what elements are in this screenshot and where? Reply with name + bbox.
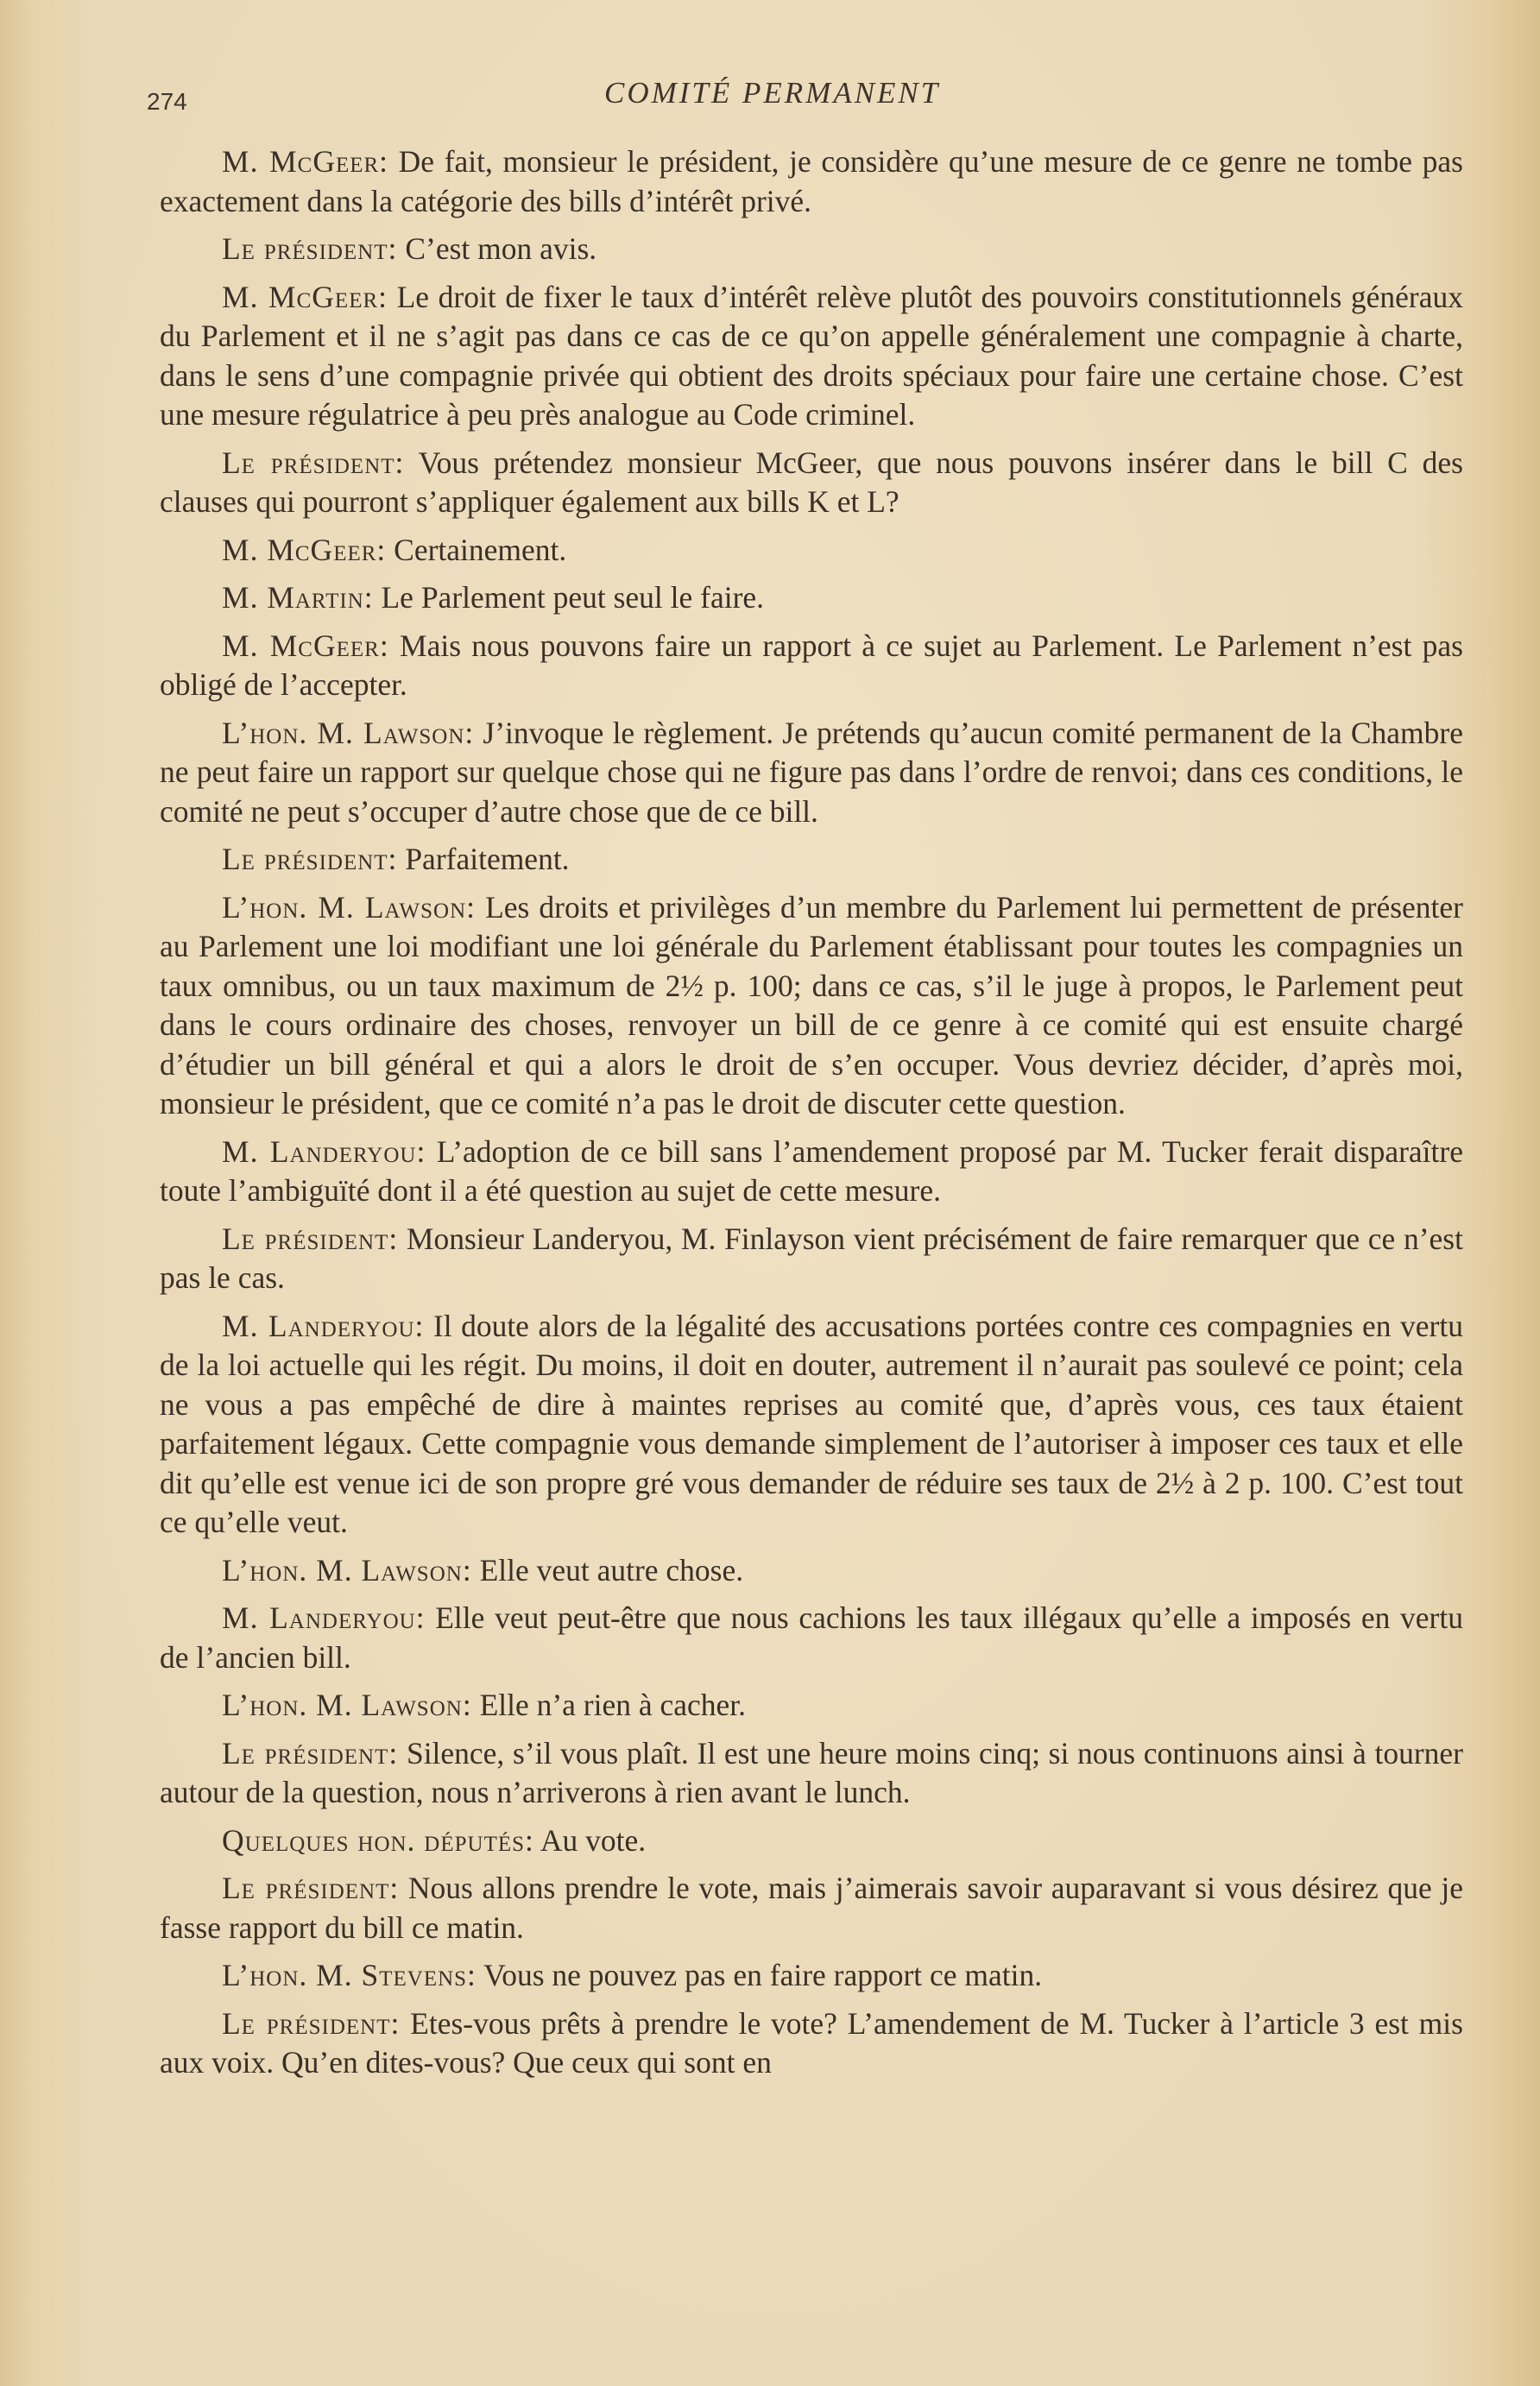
paragraph [160, 840, 1463, 880]
speech-text: Le droit de fixer le taux d’intérêt relève plutôt des pouvoirs constitutionnels généraux du Parlement et il ne s’agit pas dans ce cas de ce qu’on appelle généralement une compagnie à charte, dans le sens d’une compagnie privée qui obtient des droits spéciaux pour faire une certaine chose. C’est une mesure régulatrice à peu près analogue au Code criminel. [160, 279, 1463, 432]
paragraph [160, 1220, 1463, 1298]
speaker-name: M. McGeer: [222, 628, 389, 663]
paragraph [160, 627, 1463, 705]
speech-text: De fait, monsieur le président, je considère qu’une mesure de ce genre ne tombe pas exactement dans la catégorie des bills d’intérêt privé. [160, 144, 1463, 218]
speech-text: Au vote. [533, 1822, 647, 1858]
paragraph [160, 1599, 1463, 1677]
speaker-name: M. Landeryou: [222, 1133, 426, 1169]
paragraph [160, 2004, 1463, 2083]
paragraph [160, 888, 1463, 1124]
speech-text: L’adoption de ce bill sans l’amendement proposé par M. Tucker ferait disparaître toute l’ambiguïté dont il a été question au sujet de cette mesure. [160, 1133, 1463, 1208]
speaker-name: M. Landeryou: [222, 1600, 426, 1635]
speech-text: Parfaitement. [397, 842, 570, 876]
speaker-name: M. Landeryou: [222, 1308, 425, 1343]
paragraph [160, 444, 1463, 522]
speaker-name: L’hon. M. Lawson: [222, 715, 475, 750]
speaker-name: L’hon. M. Lawson: [222, 1688, 472, 1722]
page-number: 274 [147, 88, 187, 115]
speech-text: Les droits et privilèges d’un membre du Parlement lui permettent de présenter au Parlement une loi modifiant une loi générale du Parlement établissant pour toutes les compagnies un taux omnibus, ou un taux maximum de 2½ p. 100; dans ce cas, s’il le juge à propos, le Parlement peut dans le cours ordinaire des choses, renvoyer un bill de ce genre à ce comité qui est ensuite chargé d’étudier un bill général et qui a alors le droit de s’en occuper. Vous devriez décider, d’après moi, monsieur le président, que ce comité n’a pas le droit de discuter cette question. [160, 889, 1463, 1120]
speaker-name: Le président: [222, 1221, 399, 1256]
speech-text: Certainement. [386, 532, 567, 567]
paragraph [160, 1956, 1463, 1996]
paragraph [160, 1869, 1463, 1947]
paragraph [160, 1686, 1463, 1726]
speaker-name: Le président: [222, 2005, 401, 2041]
speaker-name: L’hon. M. Lawson: [222, 889, 477, 925]
speaker-name: Le président: [222, 231, 398, 266]
speech-text: Le Parlement peut seul le faire. [373, 580, 765, 615]
speech-text: Vous ne pouvez pas en faire rapport ce matin. [476, 1958, 1043, 1992]
speaker-name: M. McGeer: [222, 532, 387, 567]
speech-text: Nous allons prendre le vote, mais j’aimerais savoir auparavant si vous désirez que je fasse rapport du bill ce matin. [160, 1871, 1463, 1945]
paragraph [160, 1551, 1463, 1591]
transcript-body [160, 142, 1463, 2092]
speaker-name: Le président: [222, 445, 405, 480]
speech-text: C’est mon avis. [397, 231, 597, 266]
speech-text: Elle veut autre chose. [471, 1552, 744, 1588]
speaker-name: Quelques hon. députés: [222, 1822, 534, 1858]
speech-text: Il doute alors de la légalité des accusations portées contre ces compagnies en vertu de la loi actuelle qui les régit. Du moins, il doit en douter, autrement il n’aurait pas soulevé ce point; cela ne vous a pas empêché de dire à maintes reprises au comité que, d’après vous, ces taux étaient parfaitement légaux. Cette compagnie vous demande simplement de l’autoriser à imposer ces taux et elle dit qu’elle est venue ici de son propre gré vous demander de réduire ses taux de 2½ à 2 p. 100. C’est tout ce qu’elle veut. [160, 1308, 1463, 1539]
paragraph [160, 531, 1463, 571]
paragraph [160, 1307, 1463, 1543]
paragraph [160, 1133, 1463, 1211]
paragraph [160, 578, 1463, 618]
speaker-name: M. Martin: [222, 580, 374, 615]
speaker-name: L’hon. M. Stevens: [222, 1958, 477, 1992]
speech-text: Mais nous pouvons faire un rapport à ce sujet au Parlement. Le Parlement n’est pas obligé de l’accepter. [160, 628, 1463, 702]
speaker-name: M. McGeer: [222, 144, 389, 179]
speech-text: Silence, s’il vous plaît. Il est une heure moins cinq; si nous continuons ainsi à tourner autour de la question, nous n’arriverons à rien avant le lunch. [160, 1735, 1463, 1809]
paragraph [160, 278, 1463, 435]
speaker-name: L’hon. M. Lawson: [222, 1552, 472, 1588]
paragraph [160, 142, 1463, 221]
paragraph [160, 1821, 1463, 1861]
running-title: COMITÉ PERMANENT [604, 76, 941, 110]
speaker-name: Le président: [222, 842, 398, 876]
speech-text: Elle n’a rien à cacher. [471, 1688, 747, 1722]
speech-text: Vous prétendez monsieur McGeer, que nous pouvons insérer dans le bill C des clauses qui pourront s’appliquer également aux bills K et L? [160, 445, 1463, 519]
paragraph [160, 230, 1463, 269]
paragraph [160, 714, 1463, 832]
speaker-name: Le président: [222, 1735, 399, 1771]
speech-text: Etes-vous prêts à prendre le vote? L’amendement de M. Tucker à l’article 3 est mis aux voix. Qu’en dites-vous? Que ceux qui sont en [160, 2005, 1463, 2080]
speech-text: Monsieur Landeryou, M. Finlayson vient précisément de faire remarquer que ce n’est pas le cas. [160, 1221, 1463, 1295]
page-header [0, 69, 1540, 121]
speaker-name: M. McGeer: [222, 279, 388, 314]
paragraph [160, 1734, 1463, 1813]
speech-text: Elle veut peut-être que nous cachions les taux illégaux qu’elle a imposés en vertu de l’ancien bill. [160, 1600, 1463, 1675]
speech-text: J’invoque le règlement. Je prétends qu’aucun comité permanent de la Chambre ne peut faire un rapport sur quelque chose qui ne figure pas dans l’ordre de renvoi; dans ces conditions, le comité ne peut s’occuper d’autre chose que de ce bill. [160, 715, 1463, 829]
speaker-name: Le président: [222, 1871, 400, 1905]
